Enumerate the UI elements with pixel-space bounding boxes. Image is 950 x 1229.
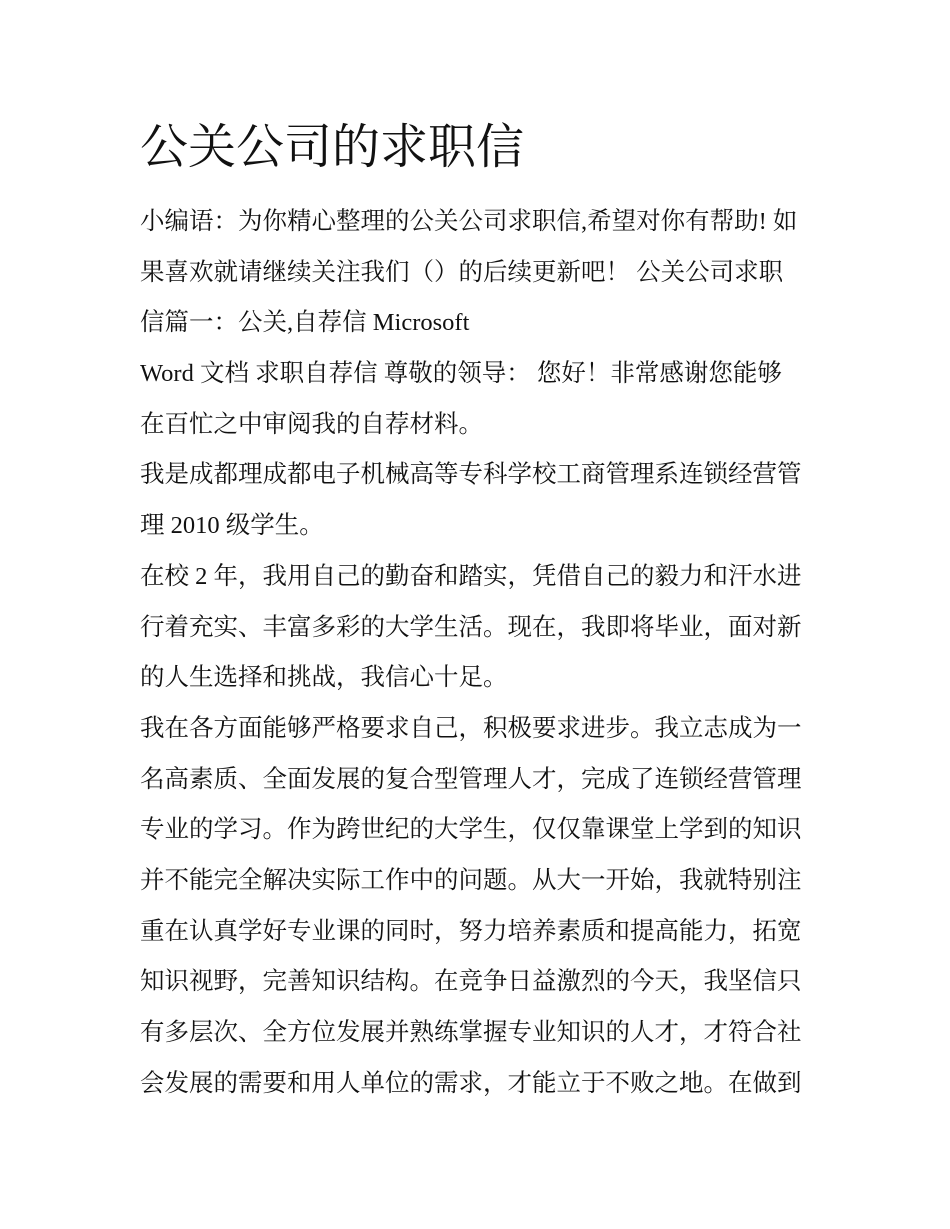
text-line: 有多层次、全方位发展并熟练掌握专业知识的人才，才符合社 [140,1019,802,1046]
text-line: 小编语：为你精心整理的公关公司求职信,希望对你有帮助! 如 [140,208,798,235]
text-line: 专业的学习。作为跨世纪的大学生，仅仅靠课堂上学到的知识 [140,816,802,844]
text-line: 信篇一：公关,自荐信 Microsoft [140,309,470,337]
text-line: 重在认真学好专业课的同时，努力培养素质和提高能力，拓宽 [140,917,802,945]
text-line: 会发展的需要和用人单位的需求，才能立于不败之地。在做到 [140,1069,802,1097]
document-body [140,197,830,1109]
document-title: 公关公司的求职信 [140,121,525,174]
text-line: 名高素质、全面发展的复合型管理人才，完成了连锁经营管理 [140,765,802,793]
text-line: 在校 2 年，我用自己的勤奋和踏实，凭借自己的毅力和汗水进 [140,562,802,590]
text-line: 果喜欢就请继续关注我们（）的后续更新吧！ 公关公司求职 [140,258,784,286]
text-line: 理 2010 级学生。 [140,512,324,540]
text-line: 我是成都理成都电子机械高等专科学校工商管理系连锁经营管 [140,461,802,489]
text-line: 知识视野，完善知识结构。在竞争日益激烈的今天，我坚信只 [140,968,802,996]
text-line: 的人生选择和挑战，我信心十足。 [140,664,508,692]
text-line: 在百忙之中审阅我的自荐材料。 [140,410,483,438]
text-line: 并不能完全解决实际工作中的问题。从大一开始，我就特别注 [140,866,802,894]
text-line: Word 文档 求职自荐信 尊敬的领导： 您好！非常感谢您能够 [140,360,782,388]
text-line: 行着充实、丰富多彩的大学生活。现在，我即将毕业，面对新 [140,613,802,641]
text-line: 我在各方面能够严格要求自己，积极要求进步。我立志成为一 [140,714,802,742]
